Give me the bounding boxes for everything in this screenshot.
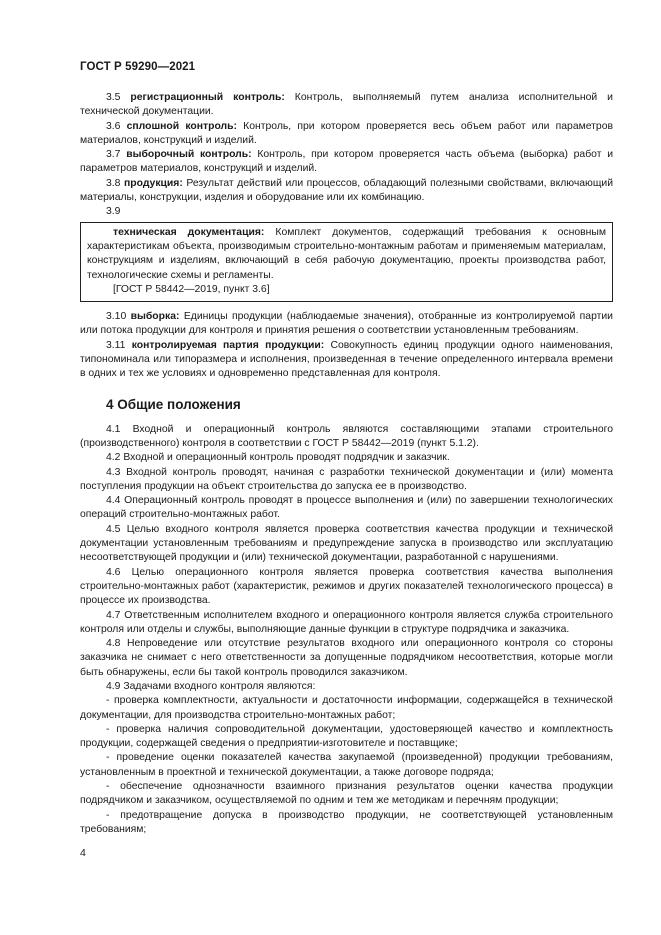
standard-header: ГОСТ Р 59290—2021 bbox=[80, 61, 196, 73]
list-item: - проверка наличия сопроводительной документации, удостоверяющей качество и комплектность продукции, содержащей сведения о предприятии-изготовителе и поставщике; bbox=[80, 723, 613, 750]
definition-term: продукция: bbox=[124, 177, 183, 189]
page-body bbox=[80, 91, 613, 837]
list-item: - проведение оценки показателей качества закупаемой (произведенной) продукции требованиям, установленным в проектной и технической документации, а также договоре подряда; bbox=[80, 752, 613, 778]
boxed-definition-body bbox=[87, 226, 606, 283]
definition-text: Единицы продукции (наблюдаемые значения), отобранные из контролируемой партии или потока продукции для контроля и принятия решения о соответствии установленным требованиям. bbox=[80, 311, 613, 337]
definition-3-10 bbox=[80, 310, 613, 339]
definition-3-6 bbox=[80, 120, 613, 149]
paragraph: 4.7 Ответственным исполнителем входного и операционного контроля является служба строительного контроля или отделы и службы, выполняющие данные функции в структуре подрядчика и заказчика. bbox=[80, 609, 613, 635]
paragraph: 4.1 Входной и операционный контроль являются составляющими этапами строительного (производственного) контроля в соответствии с ГОСТ Р 58442—2019 (пункт 5.1.2). bbox=[80, 423, 613, 449]
definition-source: [ГОСТ Р 58442—2019, пункт 3.6] bbox=[113, 283, 270, 295]
list-item: - предотвращение допуска в производство продукции, не соответствующей установленным требованиям; bbox=[80, 809, 613, 835]
definition-number: 3.5 bbox=[106, 92, 121, 103]
paragraph: 4.2 Входной и операционный контроль проводят подрядчик и заказчик. bbox=[106, 452, 450, 464]
paragraph: 4.4 Операционный контроль проводят в процессе выполнения и (или) по завершении технологических операций строительно-монтажных работ. bbox=[80, 495, 613, 521]
paragraph: 4.6 Целью операционного контроля является проверка соответствия качества выполнения строительно-монтажных работ (характеристик, режимов и других показателей технологического процесса) в процессе их производства. bbox=[80, 566, 613, 607]
boxed-definition-number: 3.9 bbox=[106, 206, 121, 218]
definition-number: 3.8 bbox=[106, 177, 121, 189]
paragraph: 4.3 Входной контроль проводят, начиная с разработки технической документации и (или) момента поступления продукции на объект строительства до запуска ее в производство. bbox=[80, 466, 613, 492]
definition-3-11 bbox=[80, 339, 613, 382]
definition-term: контролируемая партия продукции: bbox=[131, 339, 325, 351]
definition-text: Результат действий или процессов, обладающий полезными свойствами, включающий материалы, конструкции, изделия и оборудование или их комбинацию. bbox=[80, 177, 614, 204]
definition-text: Совокупность единиц продукции одного наименования, типономинала или типоразмера и исполнения, произведенная в течение определенного интервала времени в одних и тех же условиях и одновременно представленная для контроля. bbox=[80, 339, 613, 380]
definition-term: сплошной контроль: bbox=[126, 120, 237, 132]
definition-text: Контроль, при котором проверяется весь объем работ или параметров материалов, конструкций и изделий. bbox=[80, 120, 614, 146]
definition-number: 3.11 bbox=[106, 339, 126, 351]
definition-term: регистрационный контроль: bbox=[130, 92, 285, 103]
definition-3-8 bbox=[80, 177, 613, 206]
list-item: - обеспечение однозначности взаимного признания результатов оценки качества продукции подрядчиком и заказчиком, осуществляемой по одним и тем же методикам и перечням продукции; bbox=[80, 781, 613, 807]
definition-term: выборочный контроль: bbox=[126, 149, 252, 161]
section-heading: 4 Общие положения bbox=[106, 396, 241, 412]
definition-3-7 bbox=[80, 148, 613, 177]
definition-term: техническая документация: bbox=[113, 226, 265, 238]
definition-text: Комплект документов, содержащий требования к основным характеристикам объекта, производимым строительно-монтажным работам и применяемым материалам, конструкциям и изделиям, включающий в себя рабочую документацию, проекты производства работ, технологические схемы и регламенты. bbox=[87, 226, 607, 281]
definition-number: 3.10 bbox=[106, 311, 127, 323]
definition-text: Контроль, выполняемый путем анализа исполнительной и технической документации. bbox=[80, 92, 613, 118]
boxed-definition bbox=[80, 222, 613, 302]
definition-number: 3.6 bbox=[106, 120, 121, 132]
definition-term: выборка: bbox=[130, 311, 180, 323]
definition-text: Контроль, при котором проверяется часть объема (выборка) работ и параметров материалов, конструкций и изделий. bbox=[80, 149, 614, 175]
paragraph: 4.8 Непроведение или отсутствие результатов входного или операционного контроля со стороны заказчика не снимает с него ответственности за допущенные подрядчиком несоответствия, которые могли быть обнаружены, если бы такой контроль проводился заказчиком. bbox=[80, 638, 613, 678]
page-number: 4 bbox=[80, 847, 86, 859]
paragraph: 4.9 Задачами входного контроля являются: bbox=[106, 680, 316, 692]
definition-3-5 bbox=[80, 91, 613, 120]
paragraph: 4.5 Целью входного контроля является проверка соответствия качества продукции и технической документации установленным требованиям и предупреждение запуска в производство или эксплуатацию несоответствующей продукции и (или) технической документации, разработанной с нарушениями. bbox=[80, 523, 613, 564]
list-item: - проверка комплектности, актуальности и достаточности информации, содержащейся в технической документации, для производства строительно-монтажных работ; bbox=[80, 695, 613, 721]
definition-number: 3.7 bbox=[106, 149, 121, 161]
